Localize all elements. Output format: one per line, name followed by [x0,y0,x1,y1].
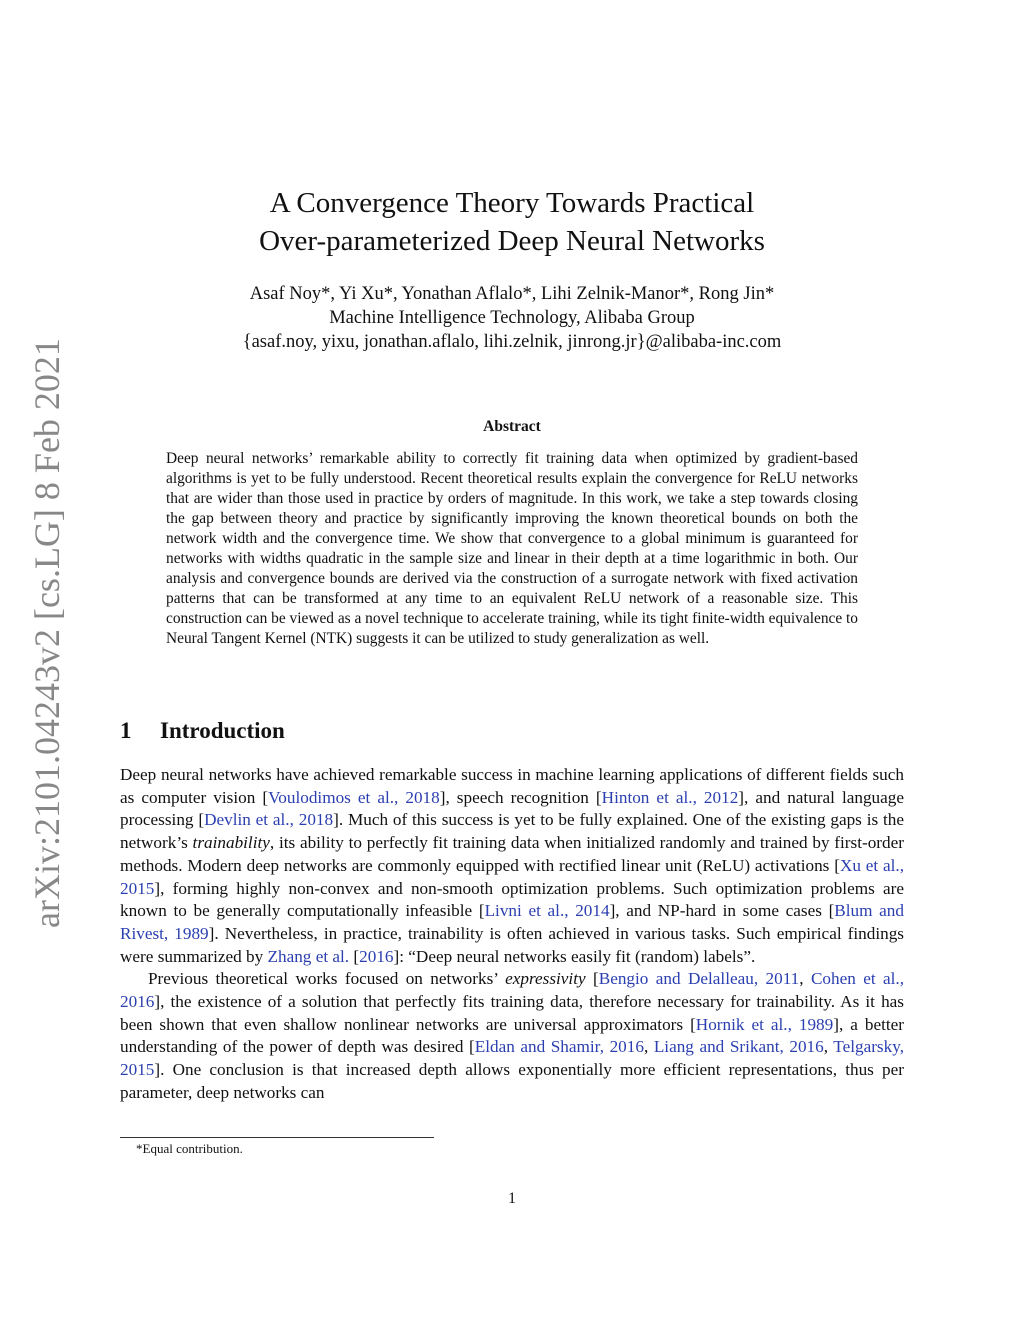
intro-paragraph-2 [120,968,904,1104]
abstract-text: Deep neural networks’ remarkable ability to correctly fit training data when optimized by gradient-based algorithms is yet to be fully understood. Recent theoretical results explain the convergence for ReLU networks that are wider than those used in practice by orders of magnitude. In this work, we take a step towards closing the gap between theory and practice by significantly improving the known theoretical bounds on both the network width and the convergence time. We show that convergence to a global minimum is guaranteed for networks with widths quadratic in the sample size and linear in their depth at a time logarithmic in both. Our analysis and convergence bounds are derived via the construction of a surrogate network with fixed activation patterns that can be transformed at any time to an equivalent ReLU network of a reasonable size. This construction can be viewed as a novel technique to accelerate training, while its tight finite-width equivalence to Neural Tangent Kernel (NTK) suggests it can be utilized to study generalization as well. [166,450,858,647]
citation-link[interactable]: Bengio and Delalleau, 2011 [598,969,800,989]
author-block [140,282,884,354]
citation-link[interactable]: Hinton et al., 2012 [601,787,739,807]
title-line-1: A Convergence Theory Towards Practical [269,187,755,219]
citation-link[interactable]: Xu et al., 2015 [120,855,904,898]
introduction-body [120,764,904,1105]
footnote: *Equal contribution. [136,1141,243,1156]
text-run: ], a better understanding of the power of depth was desired [ [120,1014,904,1057]
text-run: , [799,969,811,989]
arxiv-side-stamp: arXiv:2101.04243v2 [cs.LG] 8 Feb 2021 [27,338,67,928]
text-run: ], speech recognition [ [439,787,602,807]
citation-link[interactable]: Zhang et al. [267,946,350,966]
citation-link[interactable]: Liang and Srikant, 2016 [653,1037,824,1057]
citation-link[interactable]: Cohen et al., 2016 [120,969,905,1012]
text-run: Previous theoretical works focused on networks’ [148,969,506,989]
text-run: ]: “Deep neural networks easily fit (random) labels”. [393,946,756,966]
citation-link[interactable]: Livni et al., 2014 [484,901,610,921]
text-run: ], and natural language processing [ [120,787,904,830]
citation-link[interactable]: Blum and Rivest, 1989 [120,901,904,943]
citation-link[interactable]: Eldan and Shamir, 2016 [474,1037,644,1057]
paper-title [160,184,864,260]
citation-link[interactable]: Devlin et al., 2018 [204,810,334,830]
text-run: ]. One conclusion is that increased depth allows exponentially more efficient representations, thus per parameter, deep networks can [120,1060,904,1102]
title-line-2: Over-parameterized Deep Neural Networks [259,225,765,257]
author-affiliation: Machine Intelligence Technology, Alibaba Group [329,308,695,328]
author-emails: {asaf.noy, yixu, jonathan.aflalo, lihi.zelnik, jinrong.jr}@alibaba-inc.com [242,332,782,352]
footnote-divider [120,1137,434,1138]
text-run: , [823,1037,834,1057]
emphasis-term: expressivity [505,969,586,989]
citation-link[interactable]: 2016 [359,946,394,966]
citation-link[interactable]: Voulodimos et al., 2018 [268,787,440,807]
text-run: [ [585,969,599,989]
text-run: ], forming highly non-convex and non-smooth optimization problems. Such optimization problems are known to be generally computationally infeasible [ [120,878,904,921]
abstract-heading: Abstract [483,418,541,435]
emphasis-term: trainability [192,833,270,853]
text-run: , its ability to perfectly fit training data when initialized randomly and trained by first-order methods. Modern deep networks are commonly equipped with rectified linear unit (ReLU) activations [ [120,833,904,875]
text-run: ], and NP-hard in some cases [ [609,901,835,921]
text-run: [ [349,946,360,966]
text-run: ]. Much of this success is yet to be fully explained. One of the existing gaps is the network’s [120,810,904,853]
text-run: Deep neural networks have achieved remarkable success in machine learning applications of different fields such as computer vision [ [120,765,904,807]
section-number: 1 [120,718,132,743]
page-number: 1 [508,1190,516,1207]
section-title: Introduction [160,718,285,743]
author-names: Asaf Noy*, Yi Xu*, Yonathan Aflalo*, Lihi Zelnik-Manor*, Rong Jin* [249,284,775,304]
text-run: , [643,1037,654,1057]
intro-paragraph-1 [120,764,904,968]
citation-link[interactable]: Telgarsky, 2015 [120,1037,904,1080]
section-heading [120,718,285,744]
citation-link[interactable]: Hornik et al., 1989 [695,1014,834,1034]
text-run: ]. Nevertheless, in practice, trainability is often achieved in various tasks. Such empirical findings were summarized by [120,923,904,966]
text-run: ], the existence of a solution that perfectly fits training data, therefore necessary for trainability. As it has been shown that even shallow nonlinear networks are universal approximators [ [120,992,904,1034]
